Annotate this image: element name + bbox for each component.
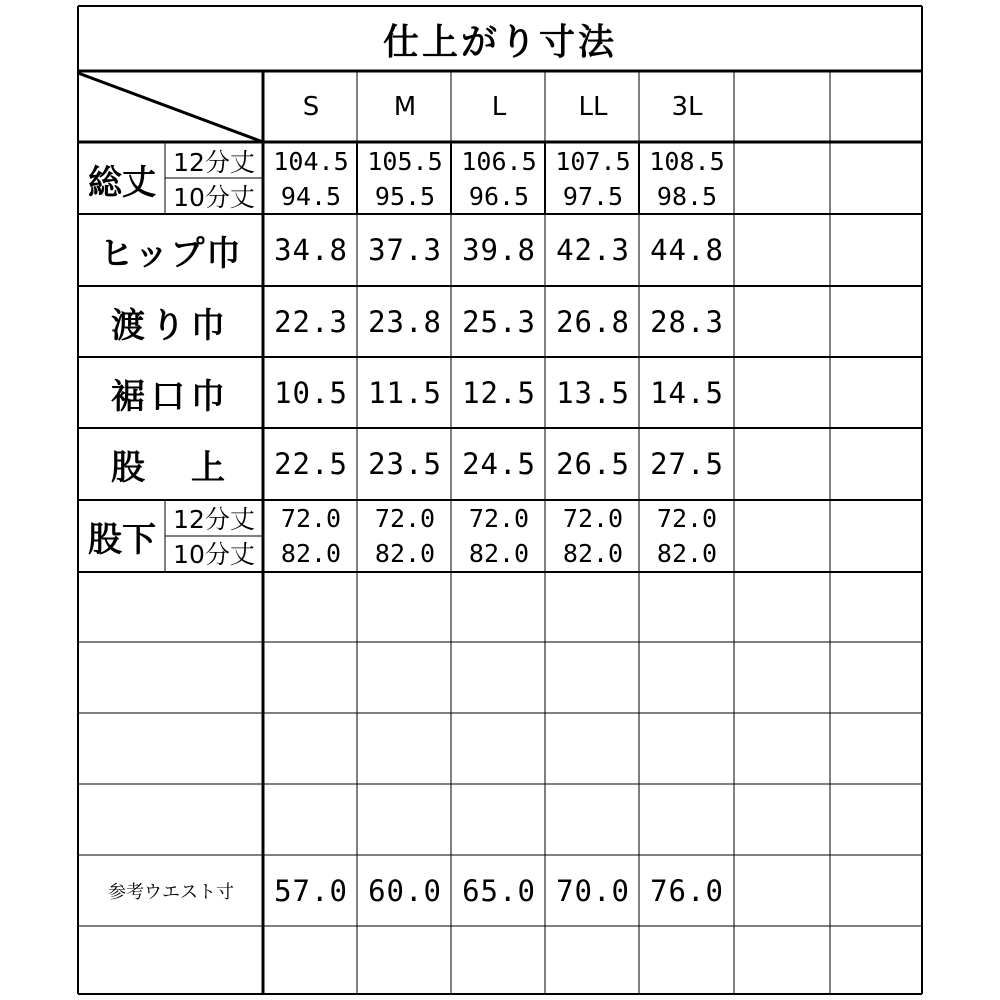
total-length-10-3l: 98.5: [656, 182, 718, 211]
total-length-12-3l: 108.5: [649, 147, 725, 176]
hip-width-3l: 44.8: [650, 233, 724, 267]
inseam-10-l: 82.0: [468, 539, 530, 568]
total-length-12-l: 106.5: [461, 147, 537, 176]
label-hip-width: ヒップ巾: [99, 233, 243, 274]
thigh-width-s: 22.3: [274, 305, 348, 339]
inseam-10-s: 82.0: [280, 539, 342, 568]
label-waist-reference: 参考ウエスト寸: [108, 882, 234, 903]
sub-label-10: 10分丈: [173, 182, 255, 212]
sub-label-12: 12分丈: [173, 147, 255, 177]
waist-ref-m: 60.0: [368, 874, 442, 908]
thigh-width-ll: 26.8: [556, 305, 630, 339]
hem-width-l: 12.5: [462, 376, 536, 410]
inseam-12-l: 72.0: [468, 504, 530, 533]
total-length-10-ll: 97.5: [562, 182, 624, 211]
size-header-3l: 3L: [671, 92, 703, 122]
inseam-12-ll: 72.0: [562, 504, 624, 533]
label-total-length: 総丈: [88, 162, 156, 203]
thigh-width-l: 25.3: [462, 305, 536, 339]
header-diagonal-line: [78, 73, 263, 142]
hem-width-ll: 13.5: [556, 376, 630, 410]
size-header-l: L: [491, 92, 507, 122]
total-length-12-m: 105.5: [367, 147, 443, 176]
inseam-10-3l: 82.0: [656, 539, 718, 568]
total-length-10-l: 96.5: [468, 182, 530, 211]
hem-width-m: 11.5: [368, 376, 442, 410]
inseam-12-m: 72.0: [374, 504, 436, 533]
inseam-12-s: 72.0: [280, 504, 342, 533]
rise-s: 22.5: [274, 447, 348, 481]
hip-width-l: 39.8: [462, 233, 536, 267]
total-length-10-s: 94.5: [280, 182, 342, 211]
rise-ll: 26.5: [556, 447, 630, 481]
waist-ref-3l: 76.0: [650, 874, 724, 908]
total-length-12-ll: 107.5: [555, 147, 631, 176]
hem-width-3l: 14.5: [650, 376, 724, 410]
rise-3l: 27.5: [650, 447, 724, 481]
label-inseam: 股下: [88, 519, 156, 560]
waist-ref-ll: 70.0: [556, 874, 630, 908]
rise-m: 23.5: [368, 447, 442, 481]
inseam-12-3l: 72.0: [656, 504, 718, 533]
hip-width-ll: 42.3: [556, 233, 630, 267]
total-length-12-s: 104.5: [273, 147, 349, 176]
hem-width-s: 10.5: [274, 376, 348, 410]
chart-title: 仕上がり寸法: [382, 21, 617, 63]
label-hem-width: 裾口巾: [111, 376, 231, 417]
label-rise: 股 上: [111, 447, 231, 488]
rise-l: 24.5: [462, 447, 536, 481]
waist-ref-s: 57.0: [274, 874, 348, 908]
inseam-10-m: 82.0: [374, 539, 436, 568]
waist-ref-l: 65.0: [462, 874, 536, 908]
inseam-sub-label-10: 10分丈: [173, 539, 255, 569]
inseam-sub-label-12: 12分丈: [173, 504, 255, 534]
size-header-m: M: [393, 92, 417, 122]
hip-width-s: 34.8: [274, 233, 348, 267]
inseam-10-ll: 82.0: [562, 539, 624, 568]
thigh-width-m: 23.8: [368, 305, 442, 339]
label-thigh-width: 渡り巾: [111, 305, 231, 346]
total-length-10-m: 95.5: [374, 182, 436, 211]
hip-width-m: 37.3: [368, 233, 442, 267]
size-header-s: S: [302, 92, 320, 122]
thigh-width-3l: 28.3: [650, 305, 724, 339]
size-header-ll: LL: [578, 92, 608, 122]
